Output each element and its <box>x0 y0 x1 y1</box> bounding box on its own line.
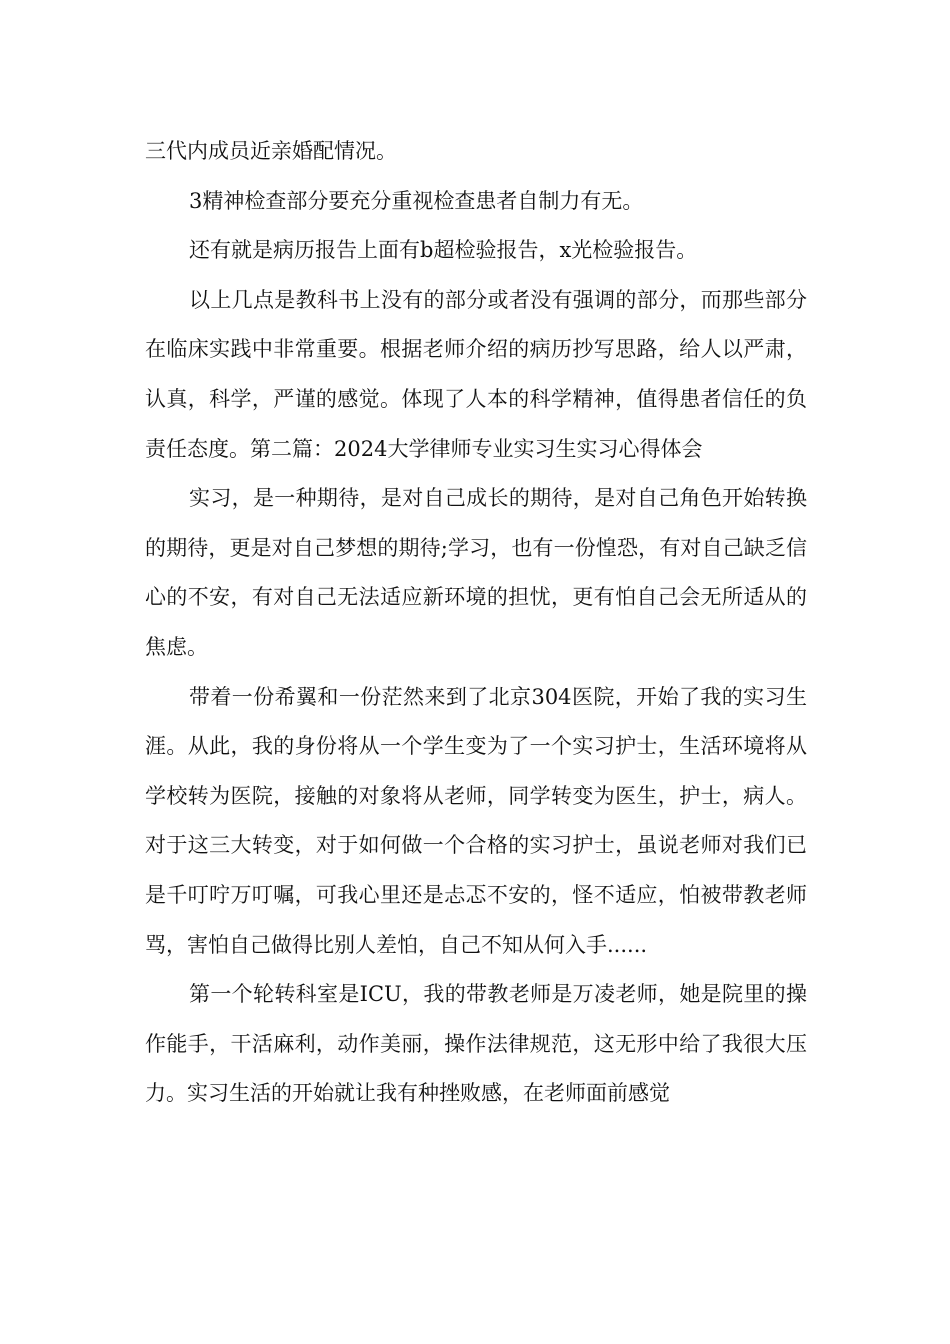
paragraph-5: 实习，是一种期待，是对自己成长的期待，是对自己角色开始转换的期待，更是对自己梦想的期待;学习，也有一份惶恐，有对自己缺乏信心的不安，有对自己无法适应新环境的担忧，更有怕自己会无所适从的焦虑。 <box>145 486 807 659</box>
paragraph-7: 第一个轮转科室是ICU，我的带教老师是万凌老师，她是院里的操作能手，干活麻利，动作美丽，操作法律规范，这无形中给了我很大压力。实习生活的开始就让我有种挫败感，在老师面前感觉 <box>145 982 807 1106</box>
paragraph-1: 三代内成员近亲婚配情况。 <box>145 139 397 163</box>
paragraph-3: 还有就是病历报告上面有b超检验报告，x光检验报告。 <box>189 238 698 263</box>
paragraph-6: 带着一份希翼和一份茫然来到了北京304医院，开始了我的实习生涯。从此，我的身份将从一个学生变为了一个实习护士，生活环境将从学校转为医院，接触的对象将从老师，同学转变为医生，护士，病人。对于这三大转变，对于如何做一个合格的实习护士，虽说老师对我们已是千叮咛万叮嘱，可我心里还是忐忑不安的，怪不适应，怕被带教老师骂，害怕自己做得比别人差怕，自己不知从何入手...... <box>145 684 807 957</box>
paragraph-2: 3精神检查部分要充分重视检查患者自制力有无。 <box>189 188 644 213</box>
document-body <box>145 127 807 1119</box>
paragraph-4: 以上几点是教科书上没有的部分或者没有强调的部分，而那些部分在临床实践中非常重要。根据老师介绍的病历抄写思路，给人以严肃，认真，科学，严谨的感觉。体现了人本的科学精神，值得患者信任的负责任态度。第二篇：2024大学律师专业实习生实习心得体会 <box>145 287 807 461</box>
